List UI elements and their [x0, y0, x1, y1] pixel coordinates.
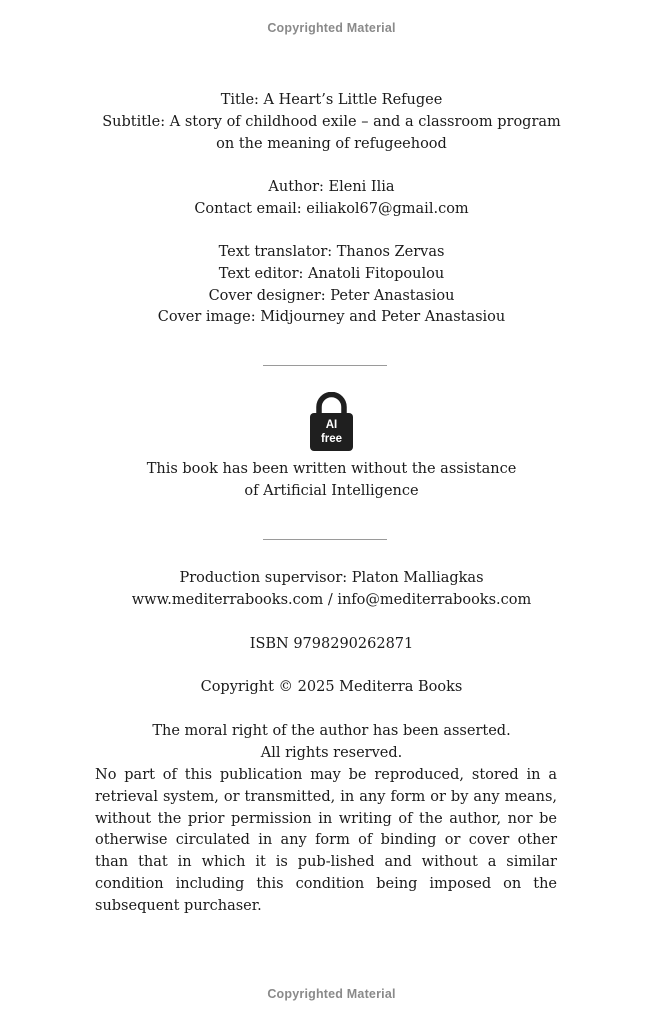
copyright-line: Copyright © 2025 Mediterra Books [200, 679, 463, 695]
book-subtitle-line-1: Subtitle: A story of childhood exile – and a classroom program [102, 113, 561, 130]
ai-badge-line-1: AI [325, 419, 338, 431]
copyright-watermark-bottom: Copyrighted Material [267, 987, 396, 1001]
credits-block [0, 242, 663, 329]
publisher-web-email: www.mediterrabooks.com / info@mediterrabooks.com [131, 591, 532, 608]
divider-top [263, 365, 387, 366]
cover-designer: Cover designer: Peter Anastasiou [208, 287, 455, 304]
production-block [0, 568, 663, 612]
ai-statement-line-1: This book has been written without the assistance [146, 461, 517, 477]
author-block [0, 177, 663, 221]
padlock-icon [310, 392, 353, 451]
isbn-number: ISBN 9798290262871 [249, 636, 414, 652]
rights-block [0, 721, 663, 765]
copyright-watermark-top: Copyrighted Material [267, 21, 396, 35]
book-title: Title: A Heart’s Little Refugee [220, 92, 443, 108]
ai-badge-line-2: free [320, 433, 343, 445]
ai-statement-line-2: of Artificial Intelligence [244, 482, 419, 499]
book-subtitle-line-2: on the meaning of refugeehood [216, 135, 447, 152]
author-name: Author: Eleni Ilia [268, 179, 395, 195]
text-editor: Text editor: Anatoli Fitopoulou [218, 265, 445, 282]
text-translator: Text translator: Thanos Zervas [218, 244, 445, 260]
isbn [0, 634, 663, 656]
production-supervisor: Production supervisor: Platon Malliagkas [179, 570, 484, 586]
divider-bottom [263, 539, 387, 540]
all-rights-reserved: All rights reserved. [260, 744, 403, 761]
reproduction-notice: No part of this publication may be reproduced, stored in a retrieval system, or transmitted, in any form or by any means, without the prior permission in writing of the author, nor be otherwise circulated in any form of binding or cover other than that in which it is pub-lished and without a similar condition including this condition being imposed on the subsequent purchaser. [95, 767, 557, 914]
ai-statement [0, 459, 663, 503]
title-block [0, 90, 663, 155]
moral-right-statement: The moral right of the author has been asserted. [152, 723, 511, 739]
cover-image-credit: Cover image: Midjourney and Peter Anastasiou [157, 309, 506, 326]
copyright-notice [0, 677, 663, 699]
contact-email: Contact email: eiliakol67@gmail.com [194, 200, 469, 217]
